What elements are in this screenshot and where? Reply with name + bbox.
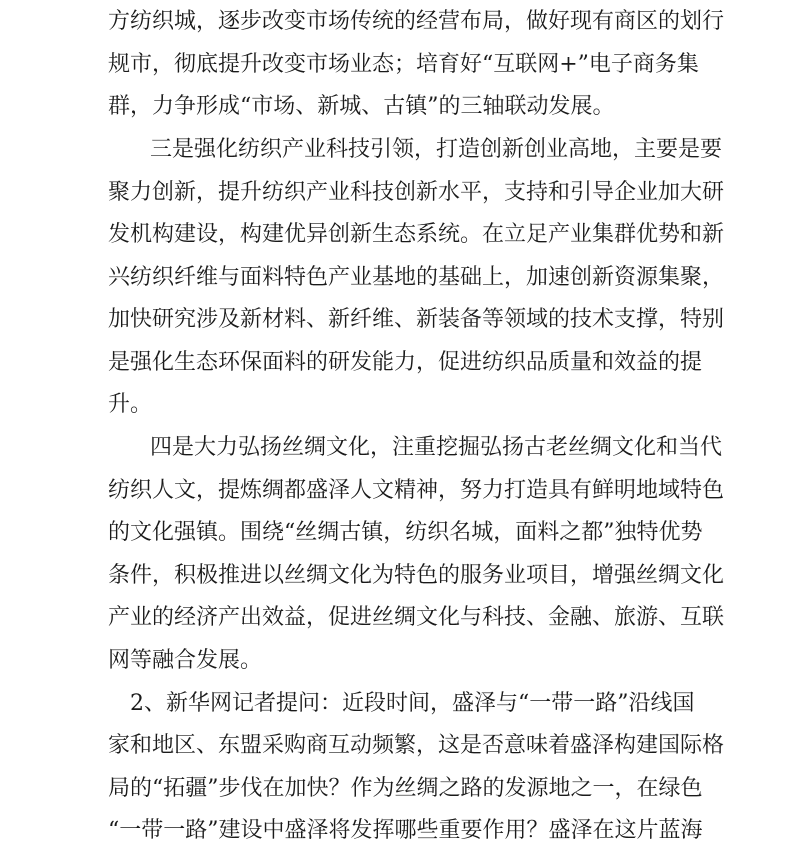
- text-line: 产业的经济产出效益，促进丝绸文化与科技、金融、旅游、互联: [108, 605, 725, 630]
- paragraph-first-line: 四是大力弘扬丝绸文化，注重挖掘弘扬古老丝绸文化和当代: [150, 435, 723, 460]
- text-line: 条件，积极推进以丝绸文化为特色的服务业项目，增强丝绸文化: [108, 563, 725, 588]
- text-line: 纺织人文，提炼绸都盛泽人文精神，努力打造具有鲜明地域特色: [108, 478, 725, 503]
- text-line: 发机构建设，构建优异创新生态系统。在立足产业集群优势和新: [108, 222, 725, 247]
- question-first-line: 2、新华网记者提问：近段时间，盛泽与“一带一路”沿线国: [130, 691, 695, 716]
- text-line: 规市，彻底提升改变市场业态；培育好“互联网+”电子商务集: [108, 52, 699, 77]
- text-line: 加快研究涉及新材料、新纤维、新装备等领域的技术支撑，特别: [108, 307, 725, 332]
- text-line: 的文化强镇。围绕“丝绸古镇，纺织名城，面料之都”独特优势: [108, 520, 703, 545]
- text-line: 是强化生态环保面料的研发能力，促进纺织品质量和效益的提: [108, 350, 703, 375]
- text-line: 家和地区、东盟采购商互动频繁，这是否意味着盛泽构建国际格: [108, 733, 725, 758]
- text-line: 兴纺织纤维与面料特色产业基地的基础上，加速创新资源集聚，: [108, 265, 725, 290]
- paragraph-first-line: 三是强化纺织产业科技引领，打造创新创业高地，主要是要: [150, 137, 723, 162]
- text-line: 升。: [108, 392, 153, 417]
- text-line: 局的“拓疆”步伐在加快？作为丝绸之路的发源地之一，在绿色: [108, 776, 703, 801]
- text-line: 群，力争形成“市场、新城、古镇”的三轴联动发展。: [108, 94, 615, 119]
- text-line: 网等融合发展。: [108, 648, 263, 673]
- text-line: 聚力创新，提升纺织产业科技创新水平，支持和引导企业加大研: [108, 180, 725, 205]
- text-line: “一带一路”建设中盛泽将发挥哪些重要作用？盛泽在这片蓝海: [108, 818, 703, 843]
- text-line: 方纺织城，逐步改变市场传统的经营布局，做好现有商区的划行: [108, 9, 725, 34]
